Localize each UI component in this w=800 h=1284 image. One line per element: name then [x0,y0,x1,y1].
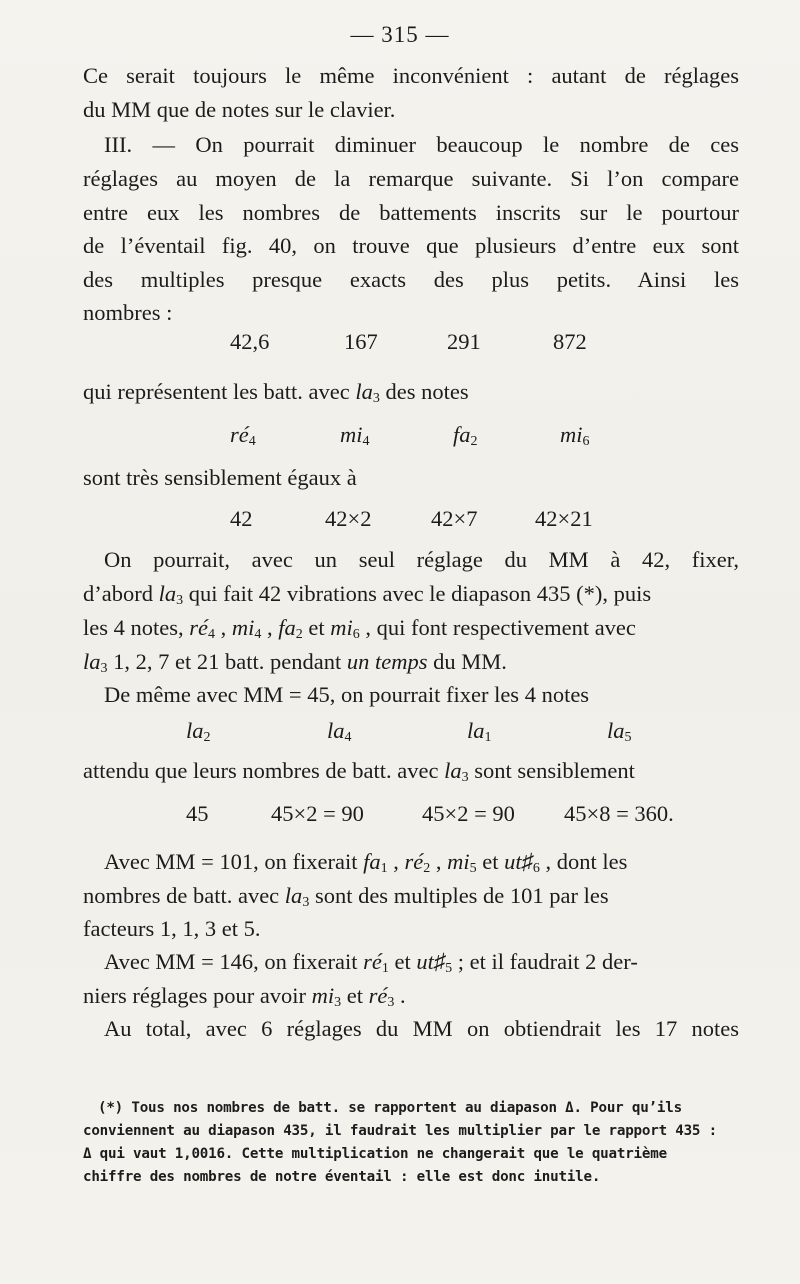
footnote-line: chiffre des nombres de notre éventail : elle est donc inutile. [83,1169,601,1185]
text-line: III. — On pourrait diminuer beaucoup le nombre de ces [104,132,739,157]
note-cell: $la_4$ [327,718,352,745]
text-line: des multiples presque exacts des plus petits. Ainsi les [83,267,739,292]
text-line: nombres : [83,300,173,325]
text-line: qui représentent les batt. avec $la_3$ des notes [83,379,469,406]
note-cell: $ré_4$ [230,422,256,449]
number-cell: 42,6 [230,329,270,354]
footnote-line: (*) Tous nos nombres de batt. se rapportent au diapason Δ. Pour qu’ils [98,1100,682,1116]
text-line: Avec MM = 146, on fixerait $ré_1$ et $ut♯_5$ ; et il faudrait 2 der- [104,949,638,976]
footnote-line: conviennent au diapason 435, il faudrait les multiplier par le rapport 435 : [83,1123,717,1139]
equal-cell: 42×2 [325,506,372,531]
text-line: niers réglages pour avoir $mi_3$ et $ré_3$ . [83,983,406,1010]
equal-cell: 42×21 [535,506,593,531]
note-cell: $la_5$ [607,718,632,745]
text-line: de l’éventail fig. 40, on trouve que plusieurs d’entre eux sont [83,233,739,258]
text-line: réglages au moyen de la remarque suivante. Si l’on compare [83,166,739,191]
text-line: Avec MM = 101, on fixerait $fa_1$ , $ré_2$ , $mi_5$ et $ut♯_6$ , dont les [104,849,628,876]
text-line: sont très sensiblement égaux à [83,465,357,490]
text-line: $la_3$ 1, 2, 7 et 21 batt. pendant un temps du MM. [83,649,507,676]
product-cell: 45×2 = 90 [271,801,364,826]
note-cell: $la_2$ [186,718,211,745]
note-cell: $fa_2$ [453,422,478,449]
equal-row [83,505,739,533]
text-line: De même avec MM = 45, on pourrait fixer les 4 notes [104,682,590,707]
note-cell: $la_1$ [467,718,492,745]
text-line: Au total, avec 6 réglages du MM on obtiendrait les 17 notes [104,1016,739,1041]
note-cell: $mi_4$ [340,422,370,449]
notes-row [83,717,739,745]
footnote-line: Δ qui vaut 1,0016. Cette multiplication ne changerait que le quatrième [83,1146,667,1162]
product-cell: 45 [186,801,209,826]
product-cell: 45×8 = 360. [564,801,674,826]
product-cell: 45×2 = 90 [422,801,515,826]
text-line: nombres de batt. avec $la_3$ sont des multiples de 101 par les [83,883,609,910]
number-row [83,328,739,356]
text-line: facteurs 1, 1, 3 et 5. [83,916,261,941]
text-line: On pourrait, avec un seul réglage du MM à 42, fixer, [104,547,739,572]
text-line: d’abord $la_3$ qui fait 42 vibrations avec le diapason 435 (*), puis [83,581,652,608]
number-cell: 291 [447,329,481,354]
text-line: entre eux les nombres de battements inscrits sur le pourtour [83,200,739,225]
text-line: Ce serait toujours le même inconvénient : autant de réglages [83,63,739,88]
mm45-row [83,800,739,828]
notes-row [83,421,739,449]
text-line: du MM que de notes sur le clavier. [83,97,396,122]
equal-cell: 42×7 [431,506,478,531]
number-cell: 167 [344,329,378,354]
equal-cell: 42 [230,506,253,531]
page-number: — 315 — [350,22,450,47]
number-cell: 872 [553,329,587,354]
text-line: attendu que leurs nombres de batt. avec $la_3$ sont sensiblement [83,758,635,785]
note-cell: $mi_6$ [560,422,590,449]
text-line: les 4 notes, $ré_4$ , $mi_4$ , $fa_2$ et $mi_6$ , qui font respectivement avec [83,615,636,642]
